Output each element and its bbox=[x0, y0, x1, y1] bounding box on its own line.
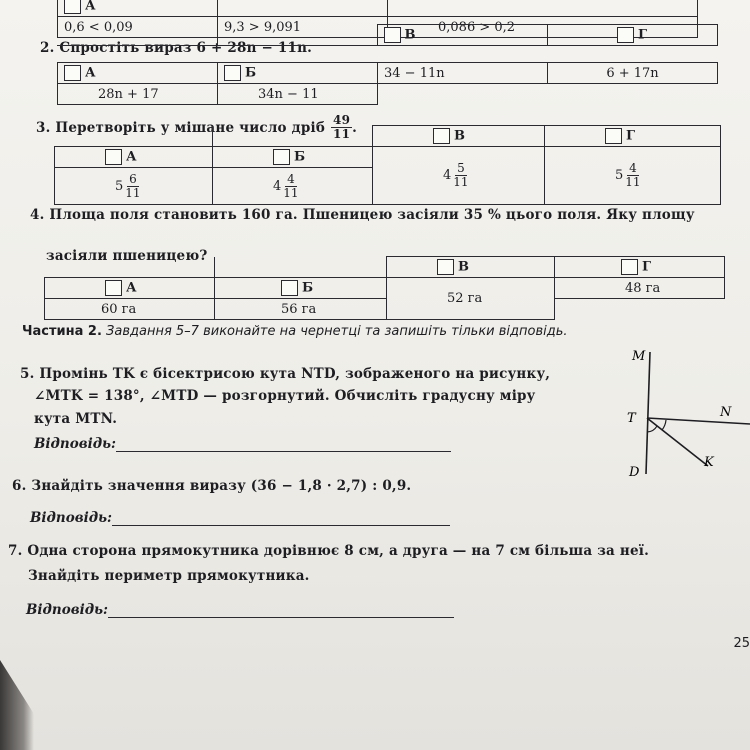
q4-value-b: 56 га bbox=[215, 299, 387, 320]
angle-figure bbox=[600, 344, 750, 484]
q1-value-b: 9,3 > 9,091 bbox=[218, 17, 388, 38]
q2-value-b: 34n − 11 bbox=[218, 84, 378, 105]
q3-value-v: 4 $\frac{5}{11}$ bbox=[373, 147, 545, 205]
label-t: T bbox=[627, 411, 636, 426]
q7-answer-field[interactable] bbox=[108, 617, 454, 618]
q3-answer-table bbox=[54, 125, 721, 205]
checkbox-g[interactable] bbox=[621, 259, 638, 275]
q3-question: 3. Перетворіть у мішане число дріб $\frac{49}{11}$ . bbox=[36, 113, 358, 141]
angle-arc-ktd bbox=[647, 426, 657, 432]
q3-option-b-header[interactable]: Б bbox=[213, 147, 373, 168]
q3-value-b: 4 $\frac{4}{11}$ bbox=[213, 168, 373, 205]
q6-answer-field[interactable] bbox=[112, 525, 450, 526]
checkbox-b[interactable] bbox=[224, 65, 241, 81]
checkbox-a[interactable] bbox=[105, 149, 122, 165]
q5-answer-field[interactable] bbox=[116, 451, 451, 452]
q4-value-a: 60 га bbox=[45, 299, 215, 320]
q2-value-a: 28n + 17 bbox=[58, 84, 218, 105]
q3-option-a-header[interactable]: А bbox=[55, 147, 213, 168]
page-number: 25 bbox=[733, 636, 750, 651]
checkbox-a[interactable] bbox=[64, 0, 81, 14]
q6-answer-line[interactable]: Відповідь: bbox=[30, 510, 450, 526]
q2-option-a-header[interactable]: А bbox=[58, 63, 218, 84]
q2-option-b-header[interactable]: Б bbox=[218, 63, 378, 84]
q7-question-line2: Знайдіть периметр прямокутника. bbox=[28, 568, 310, 584]
q3-option-v-header[interactable]: В bbox=[373, 126, 545, 147]
q4-value-g: 48 га bbox=[555, 278, 725, 299]
angle-arc-ntk bbox=[662, 420, 666, 430]
ray-tm bbox=[646, 352, 650, 474]
q5-answer-line[interactable]: Відповідь: bbox=[34, 436, 451, 452]
ray-tk bbox=[647, 418, 708, 466]
checkbox-a[interactable] bbox=[105, 280, 122, 296]
q3-value-g: 5 $\frac{4}{11}$ bbox=[545, 147, 721, 205]
q5-question-line3: кута MTN. bbox=[34, 411, 118, 427]
label-n: N bbox=[720, 405, 732, 420]
q4-option-g-header[interactable]: Г bbox=[555, 257, 725, 278]
q1-option-a-header[interactable]: А bbox=[58, 0, 218, 17]
q1-value-c: 0,086 > 0,2 bbox=[388, 17, 698, 38]
label-d: D bbox=[629, 465, 640, 480]
q5-question-line1: 5. Промінь TK є бісектрисою кута NTD, зображеного на рисунку, bbox=[20, 366, 551, 382]
q2-question: 2. Спростіть вираз 6 + 28n − 11n. bbox=[40, 40, 313, 56]
q2-option-v-header[interactable]: В bbox=[377, 25, 547, 46]
q2-option-g-header[interactable]: Г bbox=[547, 25, 717, 46]
q3-option-g-header[interactable]: Г bbox=[545, 126, 721, 147]
q7-answer-line[interactable]: Відповідь: bbox=[26, 602, 454, 618]
q3-fraction: $\frac{49}{11}$ bbox=[333, 113, 351, 141]
q1-value-a: 0,6 < 0,09 bbox=[58, 17, 218, 38]
q4-option-v-header[interactable]: В bbox=[387, 257, 555, 278]
q3-value-a: 5 $\frac{6}{11}$ bbox=[55, 168, 213, 205]
checkbox-v[interactable] bbox=[433, 128, 450, 144]
q4-question-line1: 4. Площа поля становить 160 га. Пшеницею засіяли 35 % цього поля. Яку площу bbox=[30, 207, 695, 223]
label-k: K bbox=[704, 455, 714, 470]
q4-value-v: 52 га bbox=[387, 278, 555, 320]
checkbox-b[interactable] bbox=[281, 280, 298, 296]
checkbox-v[interactable] bbox=[384, 27, 401, 43]
q4-option-b-header[interactable]: Б bbox=[215, 278, 387, 299]
q2-answer-table bbox=[57, 24, 718, 46]
checkbox-v[interactable] bbox=[437, 259, 454, 275]
checkbox-a[interactable] bbox=[64, 65, 81, 81]
q2-answer-table-main bbox=[57, 62, 718, 105]
q6-question: 6. Знайдіть значення виразу (36 − 1,8 · 2,7) : 0,9. bbox=[12, 478, 412, 494]
q7-question-line1: 7. Одна сторона прямокутника дорівнює 8 см, а друга — на 7 см більша за неї. bbox=[8, 543, 649, 559]
label-m: M bbox=[632, 349, 646, 364]
part2-instructions: Частина 2. Завдання 5–7 виконайте на чернетці та запишіть тільки відповідь. bbox=[22, 324, 568, 339]
ray-tn bbox=[647, 418, 750, 424]
checkbox-g[interactable] bbox=[605, 128, 622, 144]
q4-question-line2: засіяли пшеницею? bbox=[46, 248, 208, 264]
q5-question-line2: ∠MTK = 138°, ∠MTD — розгорнутий. Обчисліть градусну міру bbox=[34, 388, 536, 404]
q4-answer-table bbox=[44, 256, 725, 320]
q2-value-g: 6 + 17n bbox=[548, 63, 718, 84]
q2-value-v: 34 − 11n bbox=[378, 63, 548, 84]
q4-option-a-header[interactable]: А bbox=[45, 278, 215, 299]
checkbox-b[interactable] bbox=[273, 149, 290, 165]
checkbox-g[interactable] bbox=[617, 27, 634, 43]
